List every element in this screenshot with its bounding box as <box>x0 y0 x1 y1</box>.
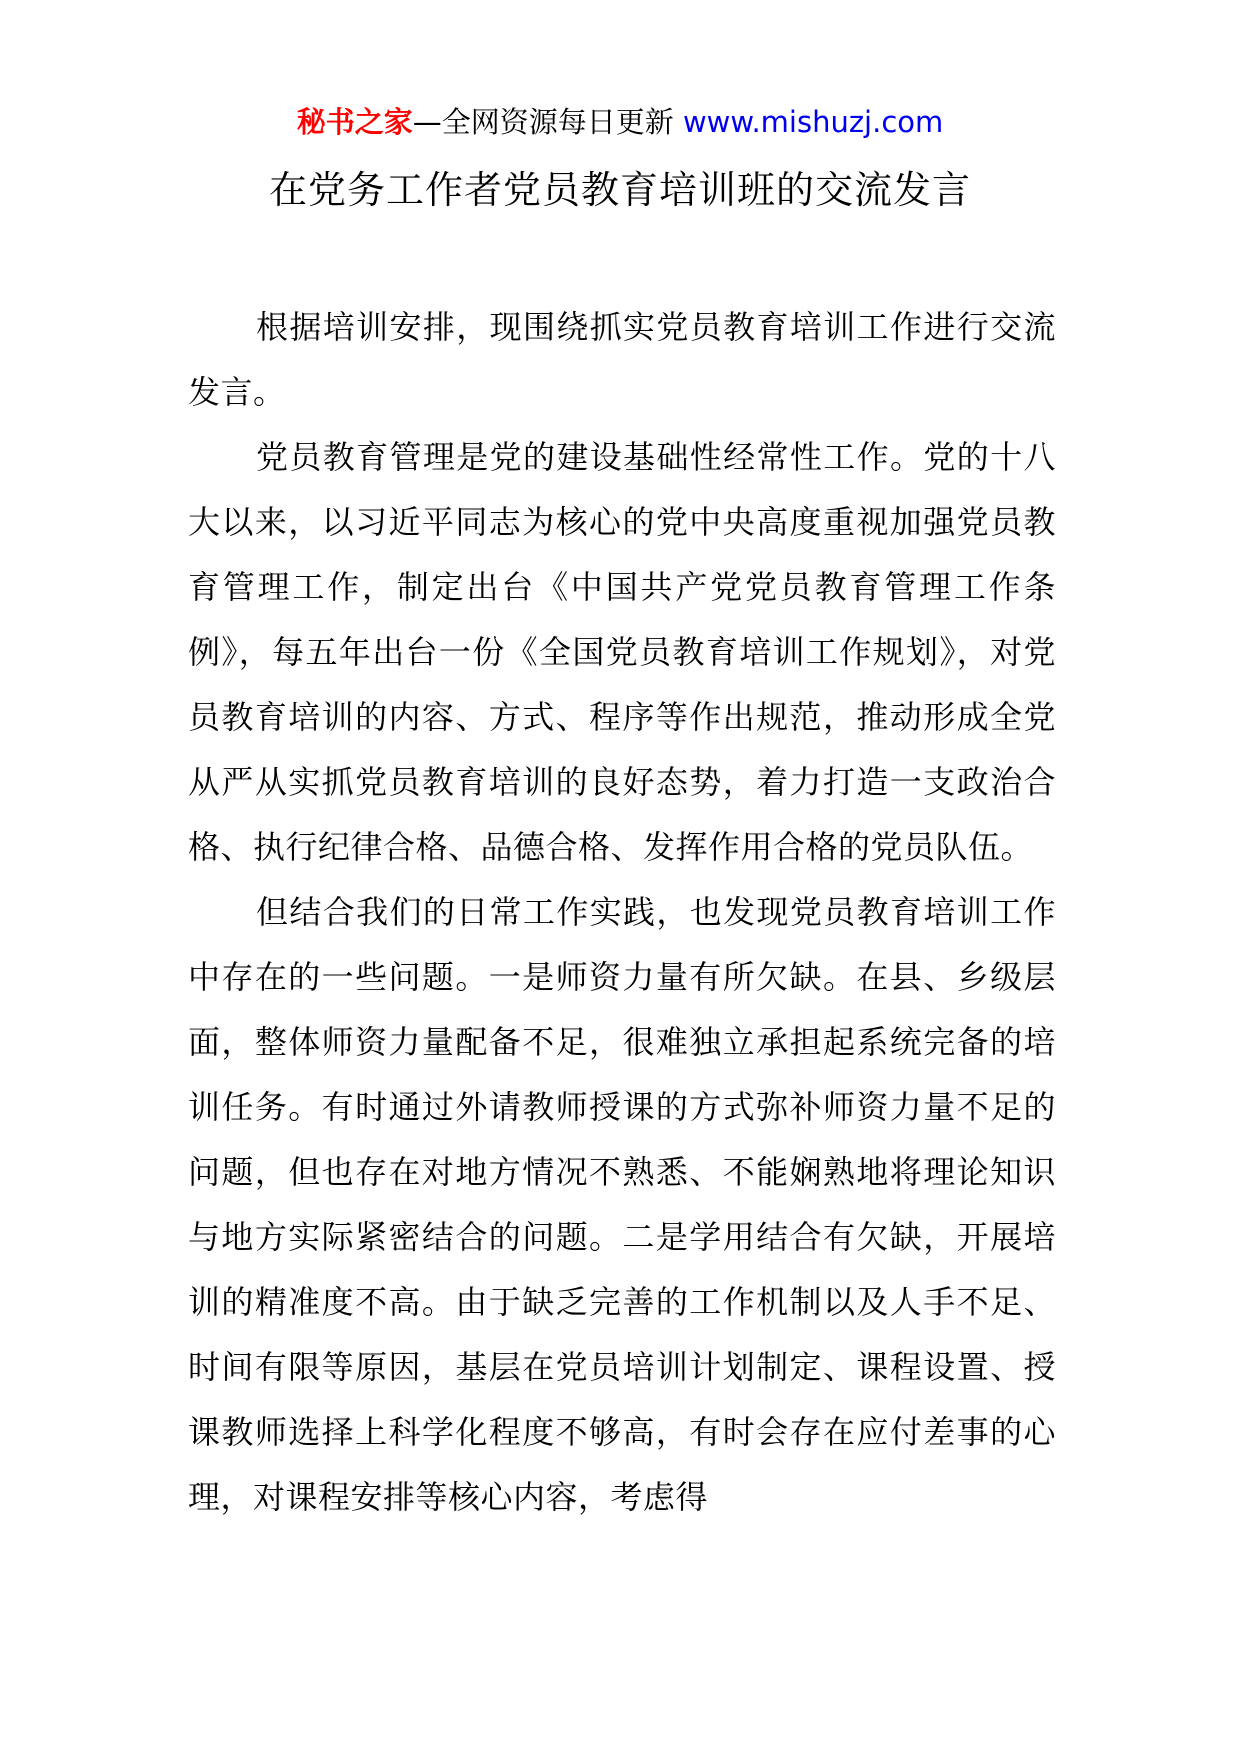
paragraph-intro: 根据培训安排，现围绕抓实党员教育培训工作进行交流发言。 <box>188 308 1056 411</box>
site-url-link[interactable]: www.mishuzj.com <box>682 105 944 139</box>
paragraph-problems: 但结合我们的日常工作实践，也发现党员教育培训工作中存在的一些问题。一是师资力量有所欠缺。在县、乡级层面，整体师资力量配备不足，很难独立承担起系统完备的培训任务。有时通过外请教师授课的方式弥补师资力量不足的问题，但也存在对地方情况不熟悉、不能娴熟地将理论知识与地方实际紧密结合的问题。二是学用结合有欠缺，开展培训的精准度不高。由于缺乏完善的工作机制以及人手不足、时间有限等原因，基层在党员培训计划制定、课程设置、授课教师选择上科学化程度不够高，有时会存在应付差事的心理，对课程安排等核心内容，考虑得 <box>188 893 1056 1516</box>
site-tagline: —全网资源每日更新 <box>412 105 674 139</box>
document-body <box>188 295 1056 1530</box>
paragraph-background: 党员教育管理是党的建设基础性经常性工作。党的十八大以来，以习近平同志为核心的党中央高度重视加强党员教育管理工作，制定出台《中国共产党党员教育管理工作条例》，每五年出台一份《全国党员教育培训工作规划》，对党员教育培训的内容、方式、程序等作出规范，推动形成全党从严从实抓党员教育培训的良好态势，着力打造一支政治合格、执行纪律合格、品德合格、发挥作用合格的党员队伍。 <box>188 438 1056 866</box>
site-brand: 秘书之家 <box>296 105 413 139</box>
site-header <box>0 100 1240 144</box>
document-title: 在党务工作者党员教育培训班的交流发言 <box>268 168 971 212</box>
